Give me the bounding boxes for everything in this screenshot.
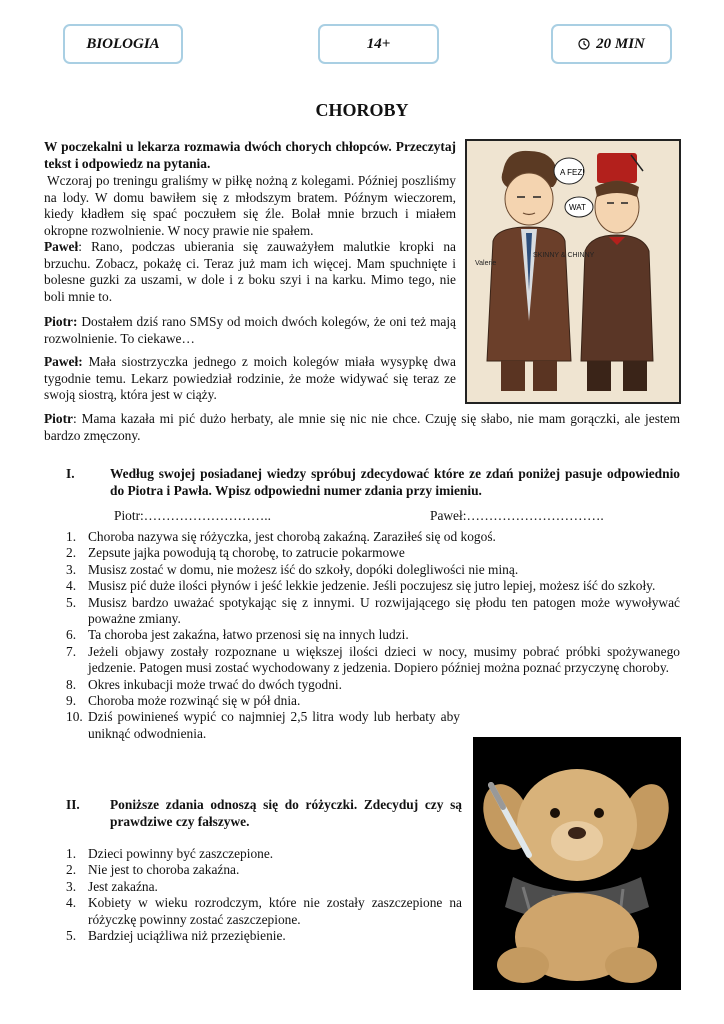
list-item: 5. Bardziej uciążliwa niż przeziębienie. xyxy=(66,928,286,944)
age-label: 14+ xyxy=(366,35,391,52)
paragraph-2-text: : Rano, podczas ubierania się zauważyłem malutkie kropki na brzuchu. Zobacz, pokażę ci. Teraz już mam ich więcej. Mam spuchnięte i bolesne guzki za uszami, w dole i z boku szyi i na karku. Mimo tego, nie boli mnie to. xyxy=(44,239,456,304)
clock-icon xyxy=(578,38,590,50)
speaker-pawel: Paweł xyxy=(44,239,79,254)
section-1-instruction: Według swojej posiadanej wiedzy spróbuj zdecydować które ze zdań poniżej pasuje odpowiednio do Piotra i Pawła. Wpisz odpowiedni numer zdania przy imieniu. xyxy=(110,466,680,498)
subject-label: BIOLOGIA xyxy=(86,35,160,52)
paragraph-3-text: Dostałem dziś rano SMSy od moich dwóch kolegów, że oni też mają rozwolnienie. To ciekawe… xyxy=(44,314,456,346)
list-item: 4. Kobiety w wieku rozrodczym, które nie zostały zaszczepione na różyczkę powinny zostać zaszczepione. xyxy=(66,895,462,927)
section-2-list xyxy=(60,846,462,944)
speaker-pawel-2: Paweł: xyxy=(44,354,83,369)
bubble-text-2: WAT xyxy=(569,203,586,212)
list-item: 2. Zepsute jajka powodują tą chorobę, to zatrucie pokarmowe xyxy=(66,545,405,561)
paragraph-3 xyxy=(44,314,456,347)
pawel-answer-field[interactable]: Paweł:…………………………. xyxy=(430,508,604,523)
boys-illustration xyxy=(465,139,681,404)
age-box xyxy=(318,24,439,64)
subject-box xyxy=(63,24,183,64)
paragraph-1 xyxy=(44,173,456,239)
paragraph-1-text: Wczoraj po treningu graliśmy w piłkę nożną z kolegami. Później poszliśmy na lody. W domu bawiłem się z młodszym bratem. Późnym wieczorem, kiedy kładłem się spać poczułem się źle. Bolał mnie brzuch i miałem okropne rozwolnienie. W nocy prawie nie spałem. xyxy=(44,173,456,238)
list-item: 2. Nie jest to choroba zakaźna. xyxy=(66,862,240,878)
illustration-signature: Valerie xyxy=(475,260,497,267)
list-item: 1. Choroba nazywa się różyczka, jest chorobą zakaźną. Zaraziłeś się od kogoś. xyxy=(66,529,496,544)
section-1-list xyxy=(60,529,680,742)
illustration-caption: SKINNY & CHINNY xyxy=(533,252,595,259)
paragraph-5 xyxy=(44,411,680,444)
section-2-instruction: Poniższe zdania odnoszą się do różyczki. Zdecyduj czy są prawdziwe czy fałszywe. xyxy=(110,797,462,829)
time-label: 20 MIN xyxy=(596,35,645,52)
list-item: 7. Jeżeli objawy zostały rozpoznane u większej ilości dzieci w nocy, musimy pobrać próbki spożywanego jedzenie. Patogen musi zostać wychodowany z jedzenia. Dopiero później można poznać przyczynę choroby. xyxy=(66,643,680,676)
list-item: 3. Jest zakaźna. xyxy=(66,878,158,894)
list-item: 6. Ta choroba jest zakaźna, łatwo przenosi się na innych ludzi. xyxy=(66,627,409,643)
instruction: W poczekalni u lekarza rozmawia dwóch chorych chłopców. Przeczytaj tekst i odpowiedz na pytania. xyxy=(44,139,456,171)
list-item: 8. Okres inkubacji może trwać do dwóch tygodni. xyxy=(66,676,342,692)
piotr-answer-field[interactable]: Piotr:……………………….. xyxy=(114,508,271,523)
paragraph-4 xyxy=(44,354,456,404)
page-title: CHOROBY xyxy=(315,100,409,120)
list-item: 4. Musisz pić duże ilości płynów i jeść lekkie jedzenie. Jeśli poczujesz się jutro lepiej, możesz iść do szkoły. xyxy=(66,578,656,594)
list-item: 10. Dziś powinieneś wypić co najmniej 2,5 litra wody lub herbaty aby uniknąć odwodnienia. xyxy=(66,709,460,741)
time-box xyxy=(551,24,672,64)
list-item: 3. Musisz zostać w domu, nie możesz iść do szkoły, dopóki dolegliwości nie miną. xyxy=(66,561,519,577)
teddy-bear-photo xyxy=(473,737,681,990)
bubble-text-1: A FEZ! xyxy=(560,168,585,177)
speaker-piotr-2: Piotr xyxy=(44,411,73,426)
speaker-piotr: Piotr: xyxy=(44,314,78,329)
list-item: 9. Choroba może rozwinąć się w pół dnia. xyxy=(66,693,301,709)
section-1-number: I. xyxy=(66,466,75,481)
list-item: 5. Musisz bardzo uważać spotykając się z innymi. U rozwijającego się płodu ten patogen może wywoływać poważne zmiany. xyxy=(66,594,680,627)
paragraph-5-text: : Mama kazała mi pić dużo herbaty, ale mnie się nic nie chce. Czuję się słabo, nie mam gorączki, ale jestem bardzo zmęczony. xyxy=(44,411,680,443)
paragraph-4-text: Mała siostrzyczka jednego z moich kolegów miała wysypkę dwa tygodnie temu. Lekarz powiedział rodzinie, że może widywać się teraz ze swoją siostrą, która jest w ciąży. xyxy=(44,354,456,402)
list-item: 1. Dzieci powinny być zaszczepione. xyxy=(66,846,274,861)
paragraph-2 xyxy=(44,239,456,305)
section-2-number: II. xyxy=(66,797,80,812)
